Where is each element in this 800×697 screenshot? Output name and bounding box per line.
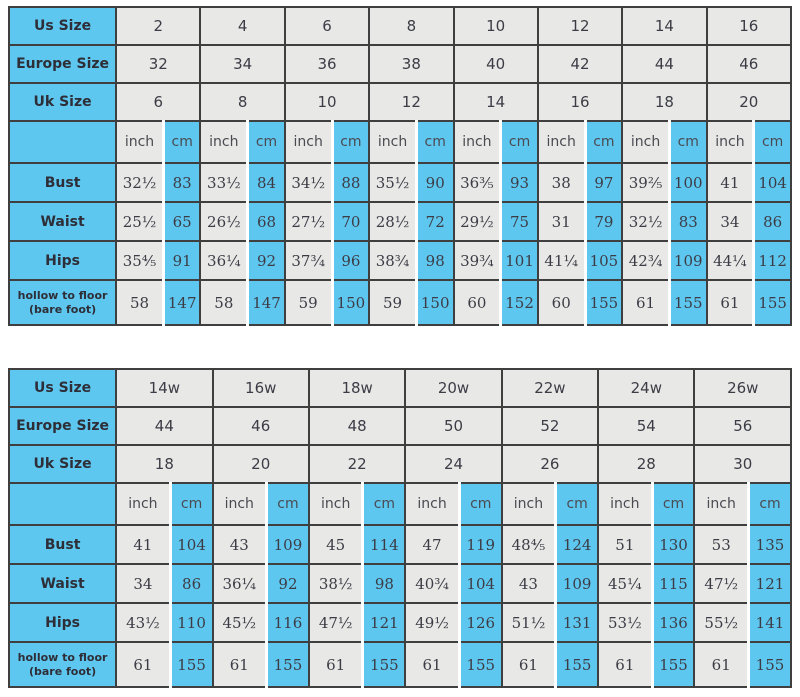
size-cell: 16 xyxy=(538,83,622,121)
cm-value-cell: 104 xyxy=(459,564,501,603)
inch-value-cell: 25½ xyxy=(116,202,163,241)
size-cell: 24w xyxy=(598,369,694,407)
inch-value-cell: 43½ xyxy=(116,603,170,642)
size-cell: 44 xyxy=(622,45,706,83)
inch-value-cell: 41 xyxy=(116,525,170,564)
size-cell: 12 xyxy=(538,7,622,45)
inch-value-cell: 38½ xyxy=(309,564,363,603)
inch-value-cell: 61 xyxy=(598,642,652,687)
row-label: Uk Size xyxy=(9,445,116,483)
inch-value-cell: 42¾ xyxy=(622,241,669,280)
cm-value-cell: 79 xyxy=(585,202,622,241)
inch-value-cell: 36⅗ xyxy=(454,163,501,202)
cm-value-cell: 91 xyxy=(163,241,200,280)
size-cell: 2 xyxy=(116,7,200,45)
size-cell: 40 xyxy=(454,45,538,83)
inch-value-cell: 49½ xyxy=(405,603,459,642)
unit-cm-cell: cm xyxy=(170,483,212,525)
inch-value-cell: 34 xyxy=(116,564,170,603)
unit-inch-cell: inch xyxy=(213,483,267,525)
cm-value-cell: 101 xyxy=(501,241,538,280)
inch-value-cell: 55½ xyxy=(694,603,748,642)
cm-value-cell: 83 xyxy=(163,163,200,202)
table-row xyxy=(9,241,791,280)
size-cell: 24 xyxy=(405,445,501,483)
inch-value-cell: 51 xyxy=(598,525,652,564)
unit-inch-cell: inch xyxy=(598,483,652,525)
row-label-line1: hollow to floor xyxy=(17,288,108,302)
cm-value-cell: 104 xyxy=(754,163,791,202)
cm-value-cell: 155 xyxy=(748,642,791,687)
size-cell: 46 xyxy=(213,407,309,445)
cm-value-cell: 141 xyxy=(748,603,791,642)
inch-value-cell: 28½ xyxy=(369,202,416,241)
cm-value-cell: 116 xyxy=(267,603,309,642)
cm-value-cell: 97 xyxy=(585,163,622,202)
cm-value-cell: 126 xyxy=(459,603,501,642)
unit-inch-cell: inch xyxy=(369,121,416,163)
size-cell: 50 xyxy=(405,407,501,445)
cm-value-cell: 75 xyxy=(501,202,538,241)
cm-value-cell: 100 xyxy=(669,163,706,202)
inch-value-cell: 61 xyxy=(213,642,267,687)
cm-value-cell: 86 xyxy=(170,564,212,603)
cm-value-cell: 93 xyxy=(501,163,538,202)
cm-value-cell: 124 xyxy=(556,525,598,564)
table-row xyxy=(9,163,791,202)
inch-value-cell: 37¾ xyxy=(285,241,332,280)
table-row xyxy=(9,564,791,603)
row-label-empty xyxy=(9,121,116,163)
cm-value-cell: 131 xyxy=(556,603,598,642)
table-row xyxy=(9,121,791,163)
size-cell: 14 xyxy=(454,83,538,121)
row-label: Hips xyxy=(9,603,116,642)
size-cell: 54 xyxy=(598,407,694,445)
inch-value-cell: 32½ xyxy=(622,202,669,241)
row-label: Us Size xyxy=(9,369,116,407)
cm-value-cell: 155 xyxy=(170,642,212,687)
inch-value-cell: 43 xyxy=(502,564,556,603)
cm-value-cell: 68 xyxy=(248,202,285,241)
inch-value-cell: 61 xyxy=(116,642,170,687)
cm-value-cell: 90 xyxy=(416,163,453,202)
size-cell: 8 xyxy=(369,7,453,45)
unit-cm-cell: cm xyxy=(556,483,598,525)
row-label-line2: (bare foot) xyxy=(28,664,97,678)
size-cell: 8 xyxy=(200,83,284,121)
inch-value-cell: 36¼ xyxy=(213,564,267,603)
inch-value-cell: 47½ xyxy=(309,603,363,642)
cm-value-cell: 136 xyxy=(652,603,694,642)
inch-value-cell: 41 xyxy=(707,163,754,202)
size-cell: 10 xyxy=(285,83,369,121)
inch-value-cell: 32½ xyxy=(116,163,163,202)
cm-value-cell: 92 xyxy=(248,241,285,280)
inch-value-cell: 29½ xyxy=(454,202,501,241)
row-label-line2: (bare foot) xyxy=(28,302,97,316)
row-label-line1: hollow to floor xyxy=(17,650,108,664)
inch-value-cell: 35½ xyxy=(369,163,416,202)
unit-inch-cell: inch xyxy=(622,121,669,163)
inch-value-cell: 44¼ xyxy=(707,241,754,280)
unit-inch-cell: inch xyxy=(200,121,247,163)
inch-value-cell: 34½ xyxy=(285,163,332,202)
inch-value-cell: 39¾ xyxy=(454,241,501,280)
unit-cm-cell: cm xyxy=(754,121,791,163)
size-cell: 12 xyxy=(369,83,453,121)
inch-value-cell: 38¾ xyxy=(369,241,416,280)
table-row xyxy=(9,83,791,121)
standard-size-chart-table xyxy=(8,6,792,326)
cm-value-cell: 98 xyxy=(363,564,405,603)
cm-value-cell: 83 xyxy=(669,202,706,241)
size-cell: 20 xyxy=(707,83,791,121)
unit-inch-cell: inch xyxy=(454,121,501,163)
inch-value-cell: 41¼ xyxy=(538,241,585,280)
inch-value-cell: 34 xyxy=(707,202,754,241)
cm-value-cell: 155 xyxy=(669,280,706,325)
size-cell: 26 xyxy=(502,445,598,483)
size-cell: 18 xyxy=(622,83,706,121)
unit-inch-cell: inch xyxy=(405,483,459,525)
size-cell: 18 xyxy=(116,445,212,483)
unit-cm-cell: cm xyxy=(669,121,706,163)
row-label: Bust xyxy=(9,163,116,202)
row-label: Hips xyxy=(9,241,116,280)
unit-cm-cell: cm xyxy=(652,483,694,525)
unit-cm-cell: cm xyxy=(501,121,538,163)
table-row xyxy=(9,369,791,407)
cm-value-cell: 147 xyxy=(163,280,200,325)
unit-inch-cell: inch xyxy=(285,121,332,163)
inch-value-cell: 48⅘ xyxy=(502,525,556,564)
inch-value-cell: 61 xyxy=(502,642,556,687)
inch-value-cell: 36¼ xyxy=(200,241,247,280)
cm-value-cell: 119 xyxy=(459,525,501,564)
unit-inch-cell: inch xyxy=(116,483,170,525)
size-cell: 16w xyxy=(213,369,309,407)
inch-value-cell: 61 xyxy=(694,642,748,687)
cm-value-cell: 150 xyxy=(332,280,369,325)
table-row xyxy=(9,642,791,687)
cm-value-cell: 109 xyxy=(556,564,598,603)
cm-value-cell: 135 xyxy=(748,525,791,564)
unit-inch-cell: inch xyxy=(694,483,748,525)
size-cell: 52 xyxy=(502,407,598,445)
cm-value-cell: 96 xyxy=(332,241,369,280)
cm-value-cell: 155 xyxy=(585,280,622,325)
row-label: Uk Size xyxy=(9,83,116,121)
cm-value-cell: 110 xyxy=(170,603,212,642)
row-label: Waist xyxy=(9,202,116,241)
unit-cm-cell: cm xyxy=(459,483,501,525)
row-label-empty xyxy=(9,483,116,525)
size-cell: 22 xyxy=(309,445,405,483)
row-label: Bust xyxy=(9,525,116,564)
cm-value-cell: 152 xyxy=(501,280,538,325)
row-label: Waist xyxy=(9,564,116,603)
unit-inch-cell: inch xyxy=(502,483,556,525)
inch-value-cell: 39⅖ xyxy=(622,163,669,202)
cm-value-cell: 155 xyxy=(556,642,598,687)
inch-value-cell: 61 xyxy=(309,642,363,687)
size-cell: 4 xyxy=(200,7,284,45)
size-cell: 56 xyxy=(694,407,791,445)
cm-value-cell: 155 xyxy=(459,642,501,687)
inch-value-cell: 58 xyxy=(200,280,247,325)
cm-value-cell: 104 xyxy=(170,525,212,564)
inch-value-cell: 33½ xyxy=(200,163,247,202)
size-cell: 20 xyxy=(213,445,309,483)
cm-value-cell: 155 xyxy=(652,642,694,687)
size-cell: 26w xyxy=(694,369,791,407)
unit-cm-cell: cm xyxy=(416,121,453,163)
inch-value-cell: 38 xyxy=(538,163,585,202)
inch-value-cell: 45¼ xyxy=(598,564,652,603)
size-cell: 22w xyxy=(502,369,598,407)
cm-value-cell: 150 xyxy=(416,280,453,325)
unit-cm-cell: cm xyxy=(748,483,791,525)
unit-cm-cell: cm xyxy=(163,121,200,163)
cm-value-cell: 155 xyxy=(754,280,791,325)
cm-value-cell: 121 xyxy=(363,603,405,642)
inch-value-cell: 60 xyxy=(538,280,585,325)
unit-cm-cell: cm xyxy=(332,121,369,163)
table-row xyxy=(9,202,791,241)
unit-inch-cell: inch xyxy=(538,121,585,163)
inch-value-cell: 47 xyxy=(405,525,459,564)
size-cell: 28 xyxy=(598,445,694,483)
inch-value-cell: 35⅘ xyxy=(116,241,163,280)
cm-value-cell: 130 xyxy=(652,525,694,564)
table-row xyxy=(9,407,791,445)
unit-inch-cell: inch xyxy=(309,483,363,525)
table-row xyxy=(9,45,791,83)
inch-value-cell: 47½ xyxy=(694,564,748,603)
row-label: Us Size xyxy=(9,7,116,45)
inch-value-cell: 31 xyxy=(538,202,585,241)
inch-value-cell: 53½ xyxy=(598,603,652,642)
cm-value-cell: 115 xyxy=(652,564,694,603)
cm-value-cell: 112 xyxy=(754,241,791,280)
size-cell: 10 xyxy=(454,7,538,45)
size-cell: 44 xyxy=(116,407,212,445)
size-cell: 42 xyxy=(538,45,622,83)
size-cell: 32 xyxy=(116,45,200,83)
cm-value-cell: 86 xyxy=(754,202,791,241)
inch-value-cell: 40¾ xyxy=(405,564,459,603)
table-row xyxy=(9,445,791,483)
size-cell: 36 xyxy=(285,45,369,83)
size-cell: 14 xyxy=(622,7,706,45)
table-row xyxy=(9,280,791,325)
size-cell: 30 xyxy=(694,445,791,483)
row-label: Europe Size xyxy=(9,407,116,445)
table-row xyxy=(9,483,791,525)
cm-value-cell: 84 xyxy=(248,163,285,202)
size-cell: 20w xyxy=(405,369,501,407)
cm-value-cell: 109 xyxy=(267,525,309,564)
cm-value-cell: 114 xyxy=(363,525,405,564)
inch-value-cell: 45½ xyxy=(213,603,267,642)
table-row xyxy=(9,603,791,642)
size-cell: 46 xyxy=(707,45,791,83)
inch-value-cell: 61 xyxy=(622,280,669,325)
inch-value-cell: 26½ xyxy=(200,202,247,241)
cm-value-cell: 70 xyxy=(332,202,369,241)
size-cell: 34 xyxy=(200,45,284,83)
inch-value-cell: 43 xyxy=(213,525,267,564)
cm-value-cell: 147 xyxy=(248,280,285,325)
inch-value-cell: 59 xyxy=(369,280,416,325)
cm-value-cell: 98 xyxy=(416,241,453,280)
unit-cm-cell: cm xyxy=(363,483,405,525)
cm-value-cell: 72 xyxy=(416,202,453,241)
unit-inch-cell: inch xyxy=(116,121,163,163)
table-row xyxy=(9,525,791,564)
unit-cm-cell: cm xyxy=(248,121,285,163)
size-cell: 38 xyxy=(369,45,453,83)
unit-inch-cell: inch xyxy=(707,121,754,163)
inch-value-cell: 61 xyxy=(405,642,459,687)
inch-value-cell: 59 xyxy=(285,280,332,325)
size-cell: 48 xyxy=(309,407,405,445)
cm-value-cell: 88 xyxy=(332,163,369,202)
cm-value-cell: 65 xyxy=(163,202,200,241)
size-cell: 18w xyxy=(309,369,405,407)
row-label xyxy=(9,642,116,687)
table-row xyxy=(9,7,791,45)
inch-value-cell: 58 xyxy=(116,280,163,325)
unit-cm-cell: cm xyxy=(585,121,622,163)
inch-value-cell: 27½ xyxy=(285,202,332,241)
cm-value-cell: 155 xyxy=(363,642,405,687)
unit-cm-cell: cm xyxy=(267,483,309,525)
row-label: Europe Size xyxy=(9,45,116,83)
inch-value-cell: 51½ xyxy=(502,603,556,642)
row-label xyxy=(9,280,116,325)
size-cell: 14w xyxy=(116,369,212,407)
size-cell: 16 xyxy=(707,7,791,45)
inch-value-cell: 61 xyxy=(707,280,754,325)
plus-size-chart-table xyxy=(8,368,792,688)
inch-value-cell: 53 xyxy=(694,525,748,564)
inch-value-cell: 45 xyxy=(309,525,363,564)
inch-value-cell: 60 xyxy=(454,280,501,325)
cm-value-cell: 121 xyxy=(748,564,791,603)
cm-value-cell: 155 xyxy=(267,642,309,687)
cm-value-cell: 105 xyxy=(585,241,622,280)
size-cell: 6 xyxy=(116,83,200,121)
cm-value-cell: 109 xyxy=(669,241,706,280)
size-cell: 6 xyxy=(285,7,369,45)
cm-value-cell: 92 xyxy=(267,564,309,603)
